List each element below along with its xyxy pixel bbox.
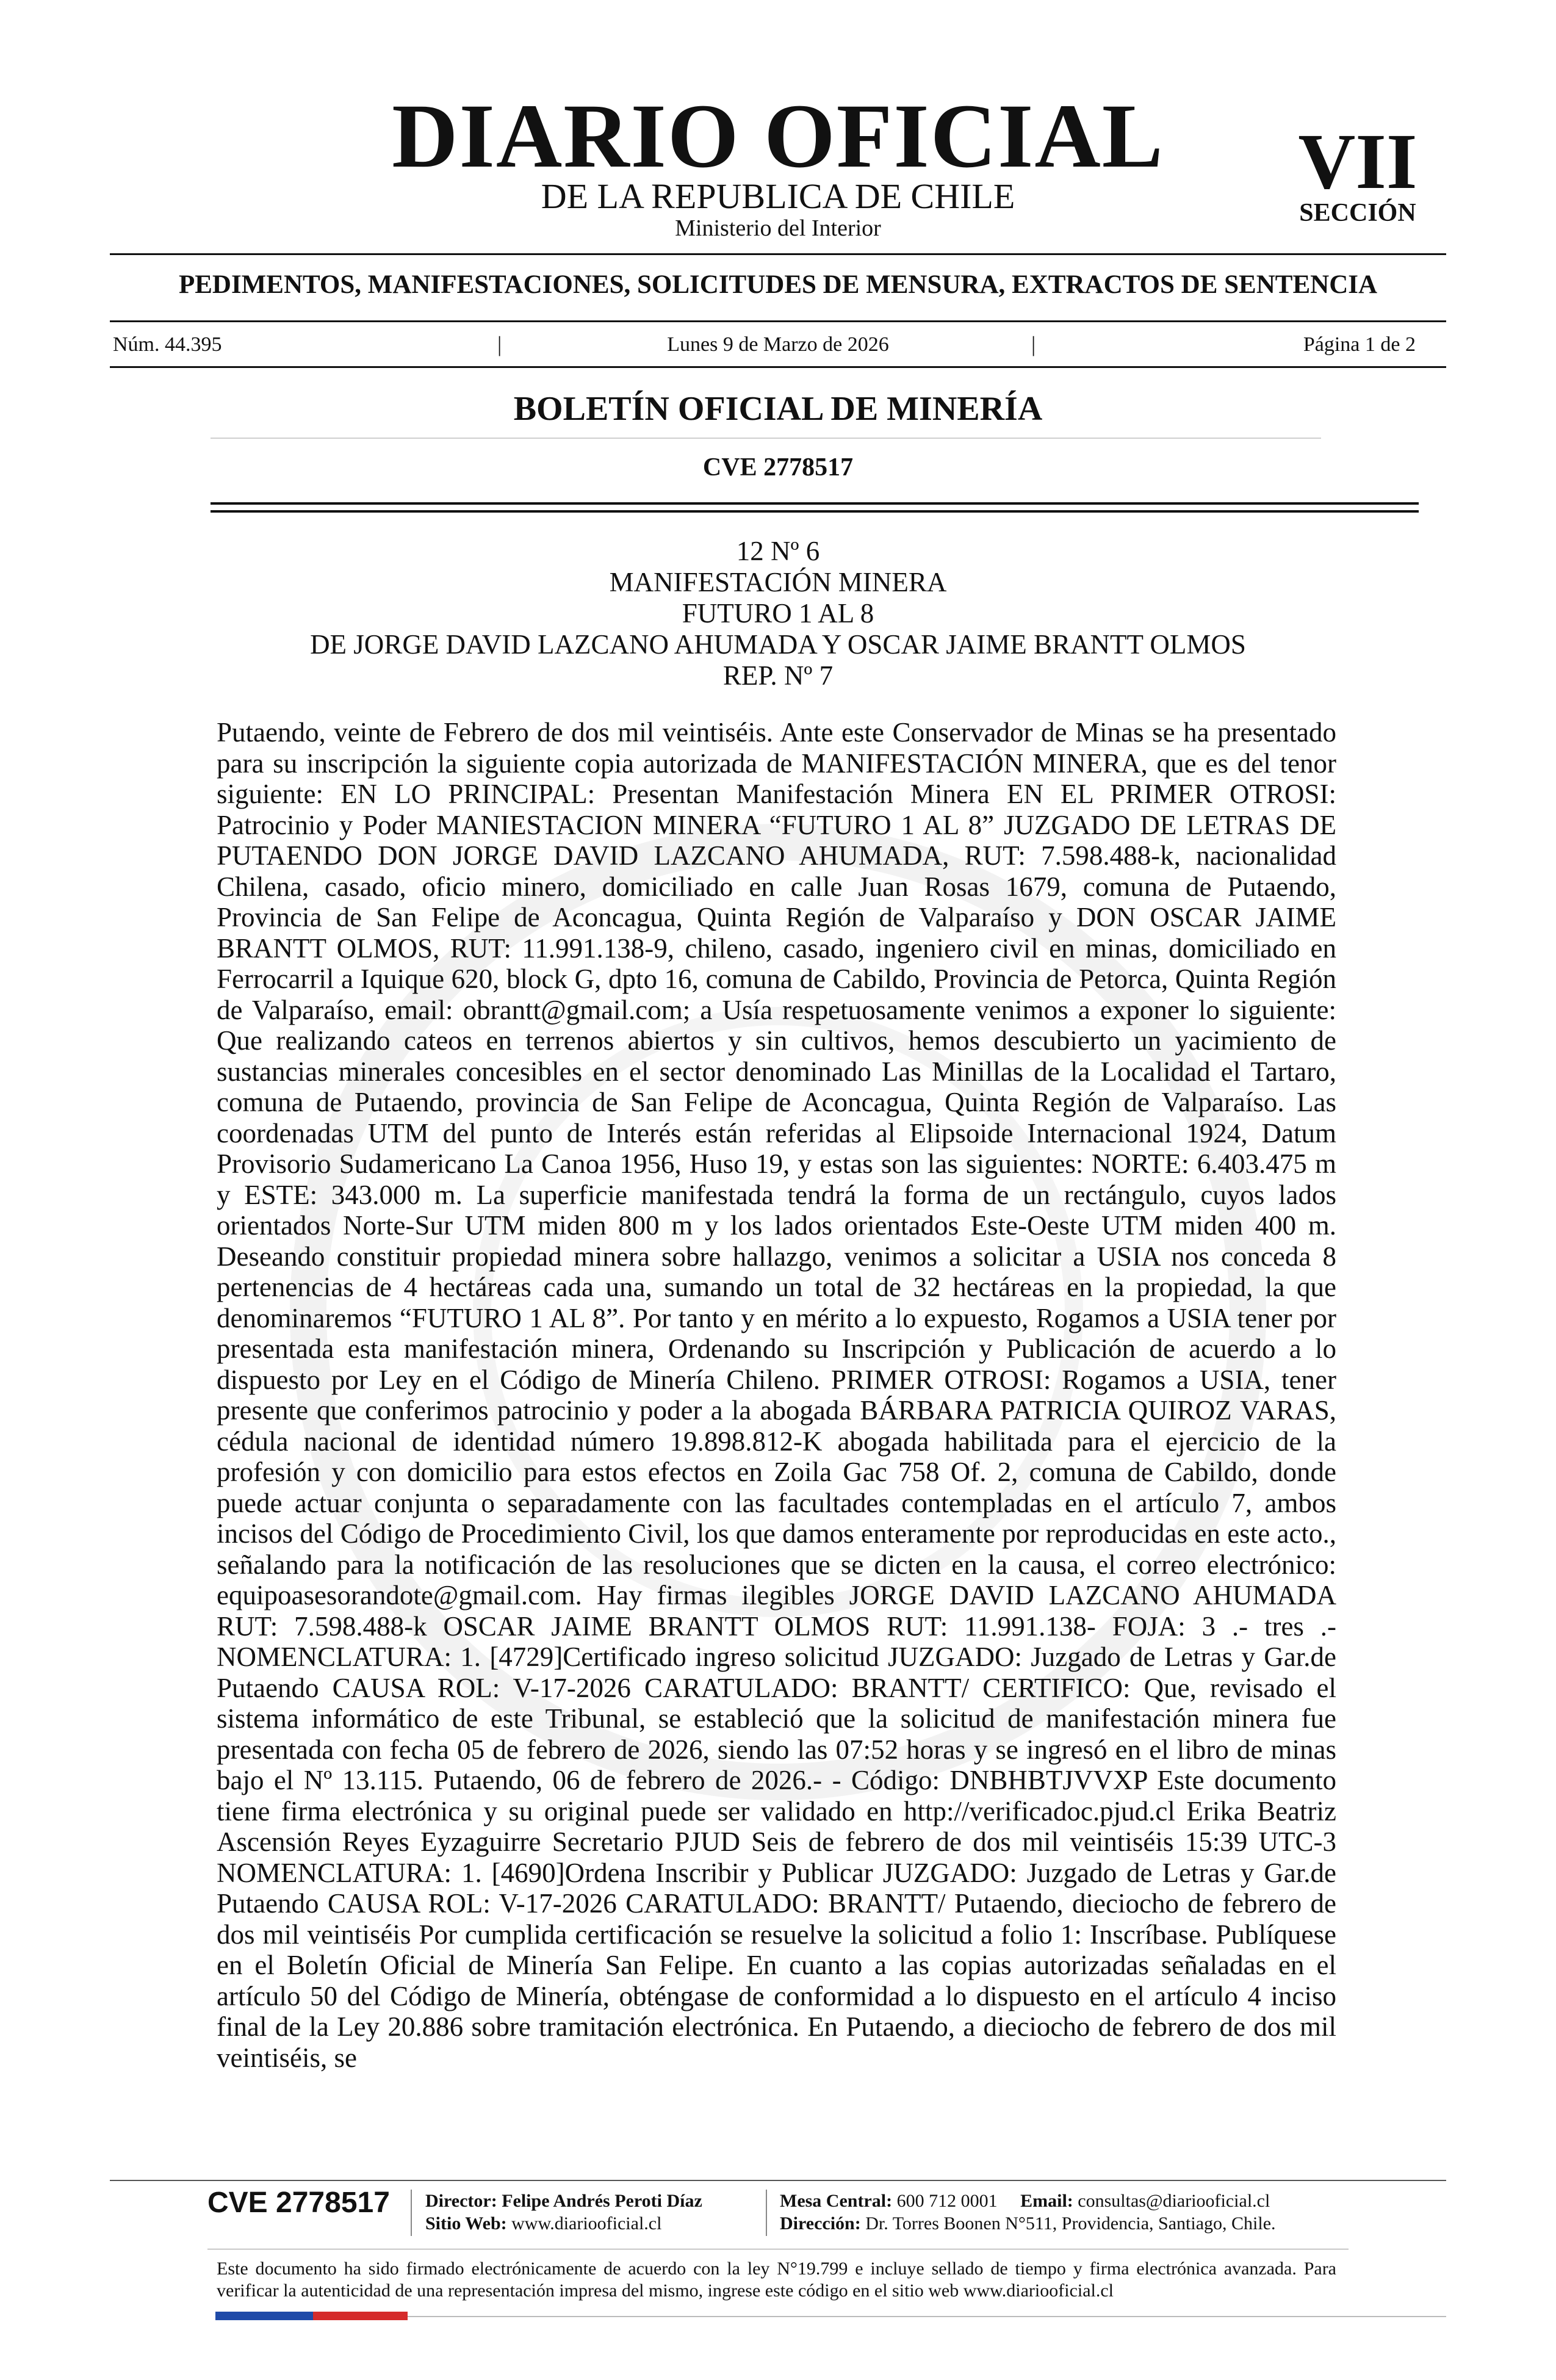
flag-bar-blue — [215, 2312, 313, 2320]
footer-rule — [110, 2180, 1446, 2181]
footer-disclaimer: Este documento ha sido firmado electrónicamente de acuerdo con la ley N°19.799 e incluye sellado de tiempo y firma electrónica avanzada. Para verificar la autenticidad de una representación impresa del mismo, ingrese este código en el sitio web www.diariooficial.cl — [217, 2259, 1336, 2301]
document-registry-number: 12 Nº 6 — [736, 536, 820, 566]
bulletin-underline — [211, 438, 1321, 439]
bulletin-title: BOLETÍN OFICIAL DE MINERÍA — [513, 390, 1043, 428]
issue-date: Lunes 9 de Marzo de 2026 — [667, 333, 889, 356]
cve-rule-bottom — [211, 510, 1419, 513]
section-category: PEDIMENTOS, MANIFESTACIONES, SOLICITUDES DE MENSURA, EXTRACTOS DE SENTENCIA — [178, 270, 1378, 299]
document-type: MANIFESTACIÓN MINERA — [609, 567, 947, 597]
footer-contact-line: Mesa Central: 600 712 0001 Email: consultas@diariooficial.cl — [780, 2191, 1270, 2211]
section-number: VII — [1298, 118, 1417, 206]
footer-contact-block — [780, 2190, 1276, 2235]
footer-divider — [411, 2190, 412, 2236]
footer-website: Sitio Web: www.diariooficial.cl — [425, 2213, 662, 2234]
flag-bar-line — [408, 2316, 1446, 2317]
masthead-rule — [110, 253, 1446, 255]
cve-code: CVE 2778517 — [702, 453, 854, 481]
issue-separator: | — [1031, 332, 1036, 356]
masthead-title: DIARIO OFICIAL — [392, 85, 1164, 187]
footer-cve: CVE 2778517 — [207, 2187, 390, 2219]
document-rep-number: REP. Nº 7 — [722, 660, 834, 691]
footer-address: Dirección: Dr. Torres Boonen N°511, Providencia, Santiago, Chile. — [780, 2213, 1276, 2234]
issue-rule — [110, 366, 1446, 368]
footer-director: Director: Felipe Andrés Peroti Díaz — [425, 2191, 702, 2211]
document-applicants: DE JORGE DAVID LAZCANO AHUMADA Y OSCAR JAIME BRANTT OLMOS — [310, 629, 1246, 660]
category-rule — [110, 320, 1446, 322]
flag-bar-red — [313, 2312, 408, 2320]
document-heading — [110, 536, 1446, 691]
cve-rule-top — [211, 502, 1419, 505]
issue-page: Página 1 de 2 — [1303, 333, 1416, 356]
footer-divider — [766, 2190, 767, 2236]
document-body: Putaendo, veinte de Febrero de dos mil veintiséis. Ante este Conservador de Minas se ha presentado para su inscripción la siguiente copia autorizada de MANIFESTACIÓN MINERA, que es del tenor siguiente: EN LO PRINCIPAL: Presentan Manifestación Minera EN EL PRIMER OTROSI: Patrocinio y Poder MANIESTACION MINERA “FUTURO 1 AL 8” JUZGADO DE LETRAS DE PUTAENDO DON JORGE DAVID LAZCANO AHUMADA, RUT: 7.598.488-k, nacionalidad Chilena, casado, oficio minero, domiciliado en calle Juan Rosas 1679, comuna de Putaendo, Provincia de San Felipe de Aconcagua, Quinta Región de Valparaíso y DON OSCAR JAIME BRANTT OLMOS, RUT: 11.991.138-9, chileno, casado, ingeniero civil en minas, domiciliado en Ferrocarril a Iquique 620, block G, dpto 16, comuna de Cabildo, Provincia de Petorca, Quinta Región de Valparaíso, email: obrantt@gmail.com; a Usía respetuosamente venimos a exponer lo siguiente: Que realizando cateos en terrenos abiertos y sin cultivos, hemos descubierto un yacimiento de sustancias minerales concesibles en el sector denominado Las Minillas de la Localidad el Tartaro, comuna de Putaendo, provincia de San Felipe de Aconcagua, Quinta Región de Valparaíso. Las coordenadas UTM del punto de Interés están referidas al Elipsoide Internacional 1924, Datum Provisorio Sudamericano La Canoa 1956, Huso 19, y estas son las siguientes: NORTE: 6.403.475 m y ESTE: 343.000 m. La superficie manifestada tendrá la forma de un rectángulo, cuyos lados orientados Norte-Sur UTM miden 800 m y los lados orientados Este-Oeste UTM miden 400 m. Deseando constituir propiedad minera sobre hallazgo, venimos a solicitar a USIA nos conceda 8 pertenencias de 4 hectáreas cada una, sumando un total de 32 hectáreas en la propiedad, la que denominaremos “FUTURO 1 AL 8”. Por tanto y en mérito a lo expuesto, Rogamos a USIA tener por presentada esta manifestación minera, Ordenando su Inscripción y Publicación de acuerdo a lo dispuesto por Ley en el Código de Minería Chileno. PRIMER OTROSI: Rogamos a USIA, tener presente que conferimos patrocinio y poder a la abogada BÁRBARA PATRICIA QUIROZ VARAS, cédula nacional de identidad número 19.898.812-K abogada habilitada para el ejercicio de la profesión y con domicilio para estos efectos en Zoila Gac 758 Of. 2, comuna de Cabildo, donde puede actuar conjunta o separadamente con las facultades contempladas en el artículo 7, ambos incisos del Código de Procedimiento Civil, los que damos enteramente por reproducidas en este acto., señalando para la notificación de las resoluciones que se dicten en la causa, el correo electrónico: equipoasesorandote@gmail.com. Hay firmas ilegibles JORGE DAVID LAZCANO AHUMADA RUT: 7.598.488-k OSCAR JAIME BRANTT OLMOS RUT: 11.991.138- FOJA: 3 .- tres .- NOMENCLATURA: 1. [4729]Certificado ingreso solicitud JUZGADO: Juzgado de Letras y Gar.de Putaendo CAUSA ROL: V-17-2026 CARATULADO: BRANTT/ CERTIFICO: Que, revisado el sistema informático de este Tribunal, se estableció que la solicitud de manifestación minera fue presentada con fecha 05 de febrero de 2026, siendo las 07:52 horas y se ingresó en el libro de minas bajo el Nº 13.115. Putaendo, 06 de febrero de 2026.- - Código: DNBHBTJVVXP Este documento tiene firma electrónica y su original puede ser validado en http://verificadoc.pjud.cl Erika Beatriz Ascensión Reyes Eyzaguirre Secretario PJUD Seis de febrero de dos mil veintiséis 15:39 UTC-3 NOMENCLATURA: 1. [4690]Ordena Inscribir y Publicar JUZGADO: Juzgado de Letras y Gar.de Putaendo CAUSA ROL: V-17-2026 CARATULADO: BRANTT/ Putaendo, dieciocho de febrero de dos mil veintiséis Por cumplida certificación se resuelve la solicitud a folio 1: Inscríbase. Publíquese en el Boletín Oficial de Minería San Felipe. En cuanto a las copias autorizadas señaladas en el artículo 50 del Código de Minería, obténgase de conformidad a lo dispuesto en el artículo 4 inciso final de la Ley 20.886 sobre tramitación electrónica. En Putaendo, a dieciocho de febrero de dos mil veintiséis, se — [217, 717, 1336, 2073]
issue-separator: | — [497, 332, 502, 356]
issue-number: Núm. 44.395 — [113, 333, 222, 356]
masthead-ministry: Ministerio del Interior — [675, 215, 881, 241]
section-label: SECCIÓN — [1299, 199, 1416, 227]
document-claim-name: FUTURO 1 AL 8 — [682, 598, 874, 629]
footer-director-block — [425, 2190, 702, 2235]
masthead-subtitle: DE LA REPUBLICA DE CHILE — [541, 176, 1015, 216]
